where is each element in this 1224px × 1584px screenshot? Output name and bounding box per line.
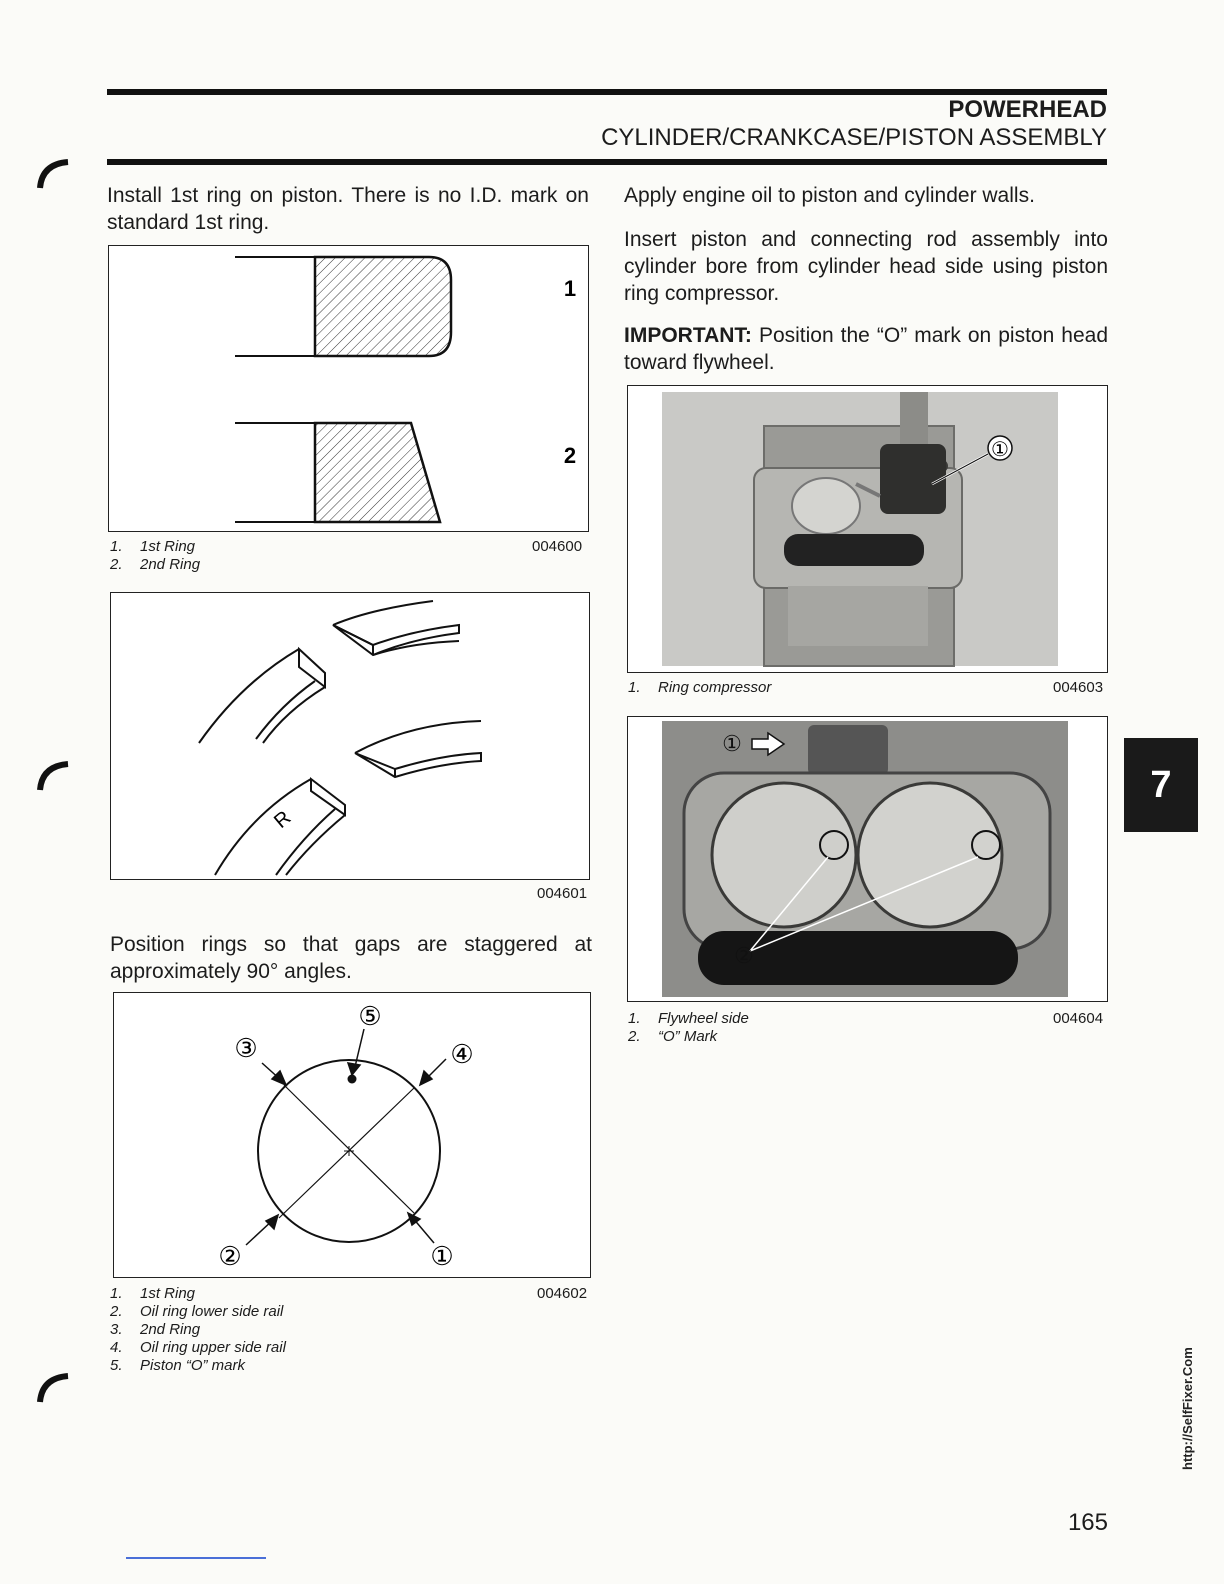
- insert-piston-text: Insert piston and connecting rod assembly into cylinder bore from cylinder head side using piston ring compressor.: [624, 228, 1108, 305]
- ring-compressor-photo: [628, 386, 1107, 672]
- header-bottom-rule: [107, 159, 1107, 165]
- ring-compressor-photo-frame: [627, 385, 1108, 673]
- binder-hole-mark: [36, 1372, 70, 1406]
- important-label: IMPORTANT:: [624, 324, 752, 347]
- first-ring-profile: [315, 257, 451, 356]
- fig1-captions: 1. 1st Ring 2. 2nd Ring: [110, 538, 201, 573]
- ring-gap-diagram: [111, 593, 589, 879]
- page-number: 165: [1067, 1509, 1108, 1536]
- cylinder-head-photo: [628, 717, 1107, 1001]
- ring-r-mark: R: [270, 806, 296, 833]
- photo1-callout-1: ①: [991, 439, 1009, 461]
- subsection-title: CYLINDER/CRANKCASE/PISTON ASSEMBLY: [601, 124, 1107, 151]
- ring-profile-figure: [108, 245, 589, 532]
- photo2-callout-1: ①: [722, 731, 742, 756]
- photo1-code: 004603: [1053, 679, 1104, 696]
- apply-oil-text: Apply engine oil to piston and cylinder walls.: [624, 184, 1035, 207]
- fig1-code: 004600: [532, 538, 583, 555]
- ring-profile-diagram: [109, 246, 588, 531]
- important-note: [624, 322, 1108, 376]
- callout-2: ②: [218, 1241, 242, 1271]
- second-ring-profile: [315, 423, 440, 522]
- gap-position-figure: [113, 992, 591, 1278]
- section-title: POWERHEAD: [948, 96, 1107, 123]
- fig3-captions: 1. 1st Ring 2. Oil ring lower side rail 3. 2nd Ring 4. Oil ring upper side rail 5. Piston “O” mark: [110, 1285, 286, 1374]
- cylinder-head-photo-frame: [627, 716, 1108, 1002]
- stagger-rings-text: Position rings so that gaps are staggered at approximately 90° angles.: [110, 933, 592, 983]
- side-url: http://SelfFixer.Com: [1180, 1347, 1195, 1470]
- callout-1: ①: [430, 1241, 454, 1271]
- ring-gap-figure: [110, 592, 590, 880]
- photo2-code: 004604: [1053, 1010, 1104, 1027]
- callout-3: ③: [234, 1033, 258, 1063]
- callout-5: ⑤: [358, 1001, 382, 1031]
- header-top-rule: [107, 89, 1107, 95]
- binder-hole-mark: [36, 158, 70, 192]
- label-1: 1: [563, 276, 577, 301]
- fig2-code: 004601: [537, 885, 588, 902]
- chapter-tab[interactable]: 7: [1124, 738, 1198, 832]
- photo2-captions: 1. Flywheel side 2. “O” Mark: [628, 1010, 749, 1045]
- important-text: Position the “O” mark on piston head toward flywheel.: [624, 324, 1108, 374]
- label-2: 2: [563, 443, 577, 468]
- fig3-code: 004602: [537, 1285, 588, 1302]
- binder-hole-mark: [36, 760, 70, 794]
- photo2-callout-2: ②: [734, 943, 754, 968]
- gap-position-diagram: [114, 993, 590, 1277]
- install-ring-text: Install 1st ring on piston. There is no I.D. mark on standard 1st ring.: [107, 184, 589, 234]
- photo1-captions: 1. Ring compressor: [628, 679, 772, 696]
- bottom-decoration-line: [126, 1557, 266, 1559]
- callout-4: ④: [450, 1039, 474, 1069]
